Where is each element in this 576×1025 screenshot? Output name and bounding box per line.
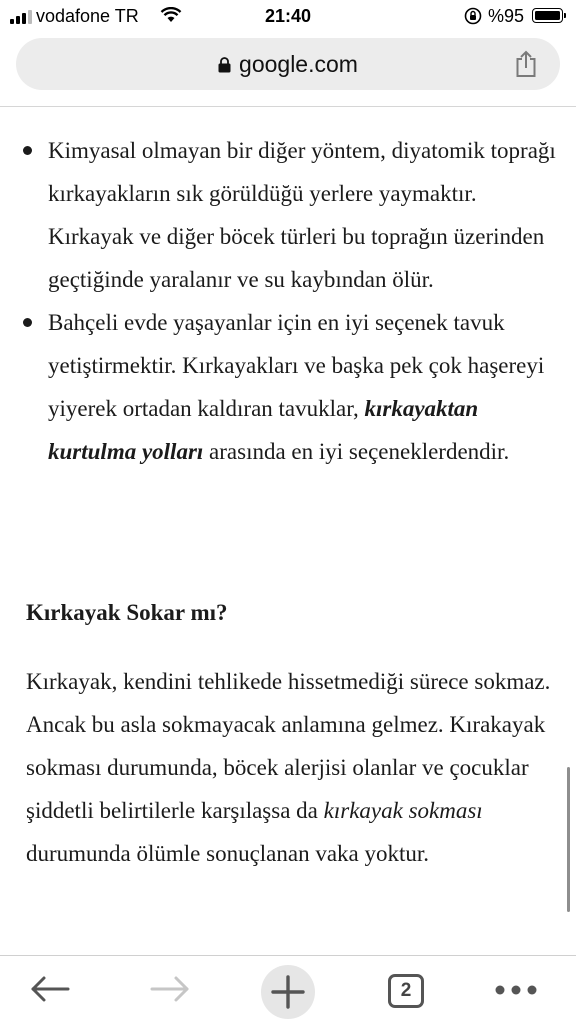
tab-count: 2: [400, 980, 412, 1001]
article-content: [0, 107, 576, 955]
scroll-indicator[interactable]: [567, 767, 570, 912]
back-arrow-icon[interactable]: [28, 974, 72, 1004]
bullet-dot: [23, 146, 32, 155]
battery-percent: %95: [488, 6, 525, 26]
plus-icon: [261, 965, 315, 1019]
bullet-text: arasında en iyi seçeneklerdendir.: [203, 439, 510, 464]
bullet-dot: [23, 318, 32, 327]
new-tab-button[interactable]: [261, 965, 315, 1019]
address-bar[interactable]: [16, 38, 560, 90]
bottom-toolbar: [0, 955, 576, 1025]
forward-arrow-icon[interactable]: [148, 974, 192, 1004]
more-options-icon[interactable]: [494, 984, 538, 996]
tab-switcher-button[interactable]: [388, 974, 424, 1008]
bullet-list: [0, 129, 576, 473]
section-heading: Kırkayak Sokar mı?: [26, 600, 228, 625]
url-text: google.com: [239, 51, 358, 77]
keyword-link[interactable]: kırkayaktan kurtulma yolları: [48, 396, 479, 464]
article-paragraph: [26, 660, 556, 875]
bullet-text: Bahçeli evde yaşayanlar için en iyi seçenek tavuk yetiştirmektir. Kırkayakları ve başka pek çok haşereyi yiyerek ortadan kaldıran tavuklar,: [48, 310, 545, 421]
paragraph-italic-term: kırkayak sokması: [323, 798, 483, 823]
list-item: [0, 301, 576, 473]
share-icon[interactable]: [514, 50, 538, 78]
status-bar: [0, 0, 576, 34]
carrier-name: vodafone TR: [36, 6, 139, 26]
paragraph-text: Kırkayak, kendini tehlikede hissetmediği sürece sokmaz. Ancak bu asla sokmayacak anlamına gelmez. Kırakayak sokması durumunda, böcek alerjisi olanlar ve çocuklar şiddetli belirtilerle karşılaşsa da: [26, 669, 551, 823]
url-display[interactable]: [16, 51, 560, 78]
list-item: [0, 129, 576, 301]
lock-icon: [218, 57, 231, 73]
battery-icon: [532, 8, 563, 23]
rotation-lock-icon: [464, 7, 482, 25]
paragraph-text: durumunda ölümle sonuçlanan vaka yoktur.: [26, 841, 430, 866]
bullet-text: Kimyasal olmayan bir diğer yöntem, diyatomik toprağı kırkayakların sık görüldüğü yerlere yaymaktır. Kırkayak ve diğer böcek türleri bu toprağın üzerinden geçtiğinde yaralanır ve su kaybından ölür.: [48, 138, 556, 292]
clock: 21:40: [264, 6, 312, 26]
